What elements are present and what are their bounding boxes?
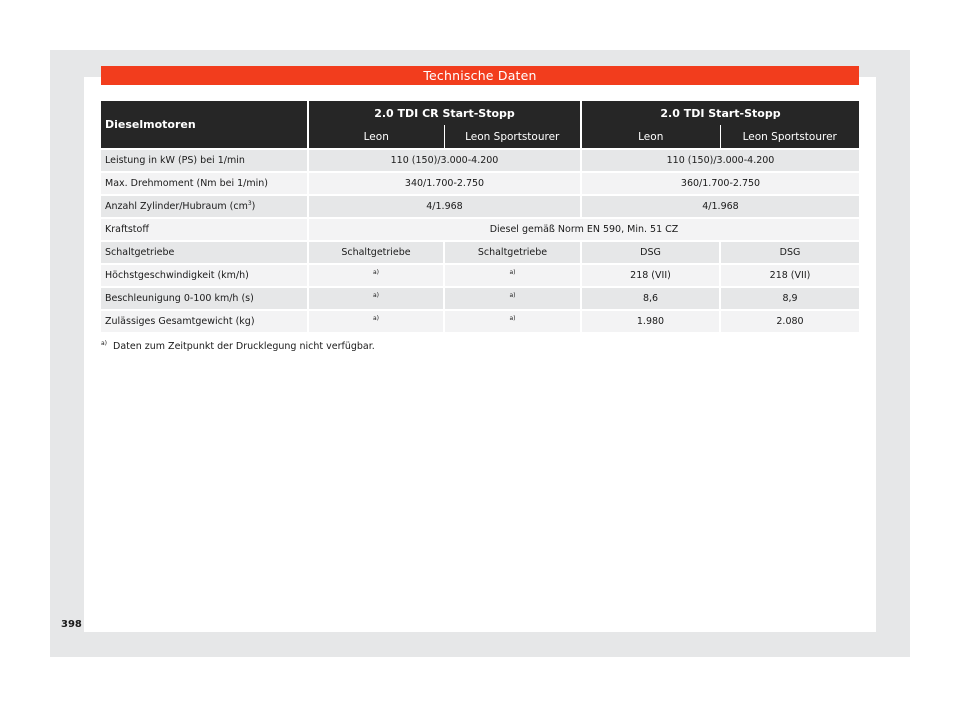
cell-value <box>444 310 581 332</box>
row-label: Anzahl Zylinder/Hubraum $(cm^3)$ <box>101 195 308 218</box>
cell-value: Schaltgetriebe <box>444 241 581 264</box>
footnote-ref: a) <box>509 314 516 322</box>
footnote-marker: a) <box>101 340 108 347</box>
cell-value: 340/1.700-2.750 <box>308 172 581 195</box>
table-row <box>101 287 859 310</box>
engine-header-2: 2.0 TDI Start-Stopp <box>581 101 859 125</box>
row-label: Schaltgetriebe <box>101 241 308 264</box>
cell-value: Diesel gemäß Norm EN 590, Min. 51 CZ <box>308 218 859 241</box>
table-row <box>101 264 859 287</box>
cell-value <box>308 287 444 310</box>
footnote-ref: a) <box>372 268 380 276</box>
table-row <box>101 241 859 264</box>
table-row <box>101 218 859 241</box>
row-label: Höchstgeschwindigkeit (km/h) <box>101 264 308 287</box>
cell-value: 218 (VII) <box>720 264 859 287</box>
footnote-ref: a) <box>372 291 380 299</box>
variant-header: Leon <box>308 125 444 149</box>
variant-header: Leon Sportstourer <box>444 125 581 149</box>
cell-value: 218 (VII) <box>581 264 720 287</box>
cell-value: 4/1.968 <box>308 195 581 218</box>
cell-value <box>444 264 581 287</box>
row-label: Beschleunigung 0-100 km/h (s) <box>101 287 308 310</box>
table-row <box>101 195 859 218</box>
row-label: Kraftstoff <box>101 218 308 241</box>
footnote-ref: a) <box>509 268 516 276</box>
row-label: Leistung in kW (PS) bei 1/min <box>101 149 308 172</box>
row-label-header: Dieselmotoren <box>101 101 308 149</box>
engine-header-1: 2.0 TDI CR Start-Stopp <box>308 101 581 125</box>
cell-value <box>308 310 444 332</box>
row-label: Max. Drehmoment (Nm bei 1/min) <box>101 172 308 195</box>
footnote <box>101 340 375 352</box>
cell-value: 4/1.968 <box>581 195 859 218</box>
row-label: Zulässiges Gesamtgewicht (kg) <box>101 310 308 332</box>
cell-value: DSG <box>581 241 720 264</box>
variant-header: Leon <box>581 125 720 149</box>
cell-value: Schaltgetriebe <box>308 241 444 264</box>
table-row <box>101 149 859 172</box>
table-row <box>101 310 859 332</box>
cell-value <box>308 264 444 287</box>
cell-value: 360/1.700-2.750 <box>581 172 859 195</box>
cell-value: 110 (150)/3.000-4.200 <box>581 149 859 172</box>
cell-value: DSG <box>720 241 859 264</box>
footnote-ref: a) <box>509 291 516 299</box>
footnote-ref: a) <box>372 314 380 322</box>
footnote-text: Daten zum Zeitpunkt der Drucklegung nicht verfügbar. <box>113 341 375 353</box>
table-row <box>101 172 859 195</box>
cell-value: 8,6 <box>581 287 720 310</box>
cell-value: 110 (150)/3.000-4.200 <box>308 149 581 172</box>
spec-table <box>101 101 859 332</box>
page-number: 398 <box>61 619 82 630</box>
cell-value: 1.980 <box>581 310 720 332</box>
cell-value: 8,9 <box>720 287 859 310</box>
cell-value <box>444 287 581 310</box>
variant-header: Leon Sportstourer <box>720 125 859 149</box>
cell-value: 2.080 <box>720 310 859 332</box>
section-title: Technische Daten <box>101 66 859 85</box>
